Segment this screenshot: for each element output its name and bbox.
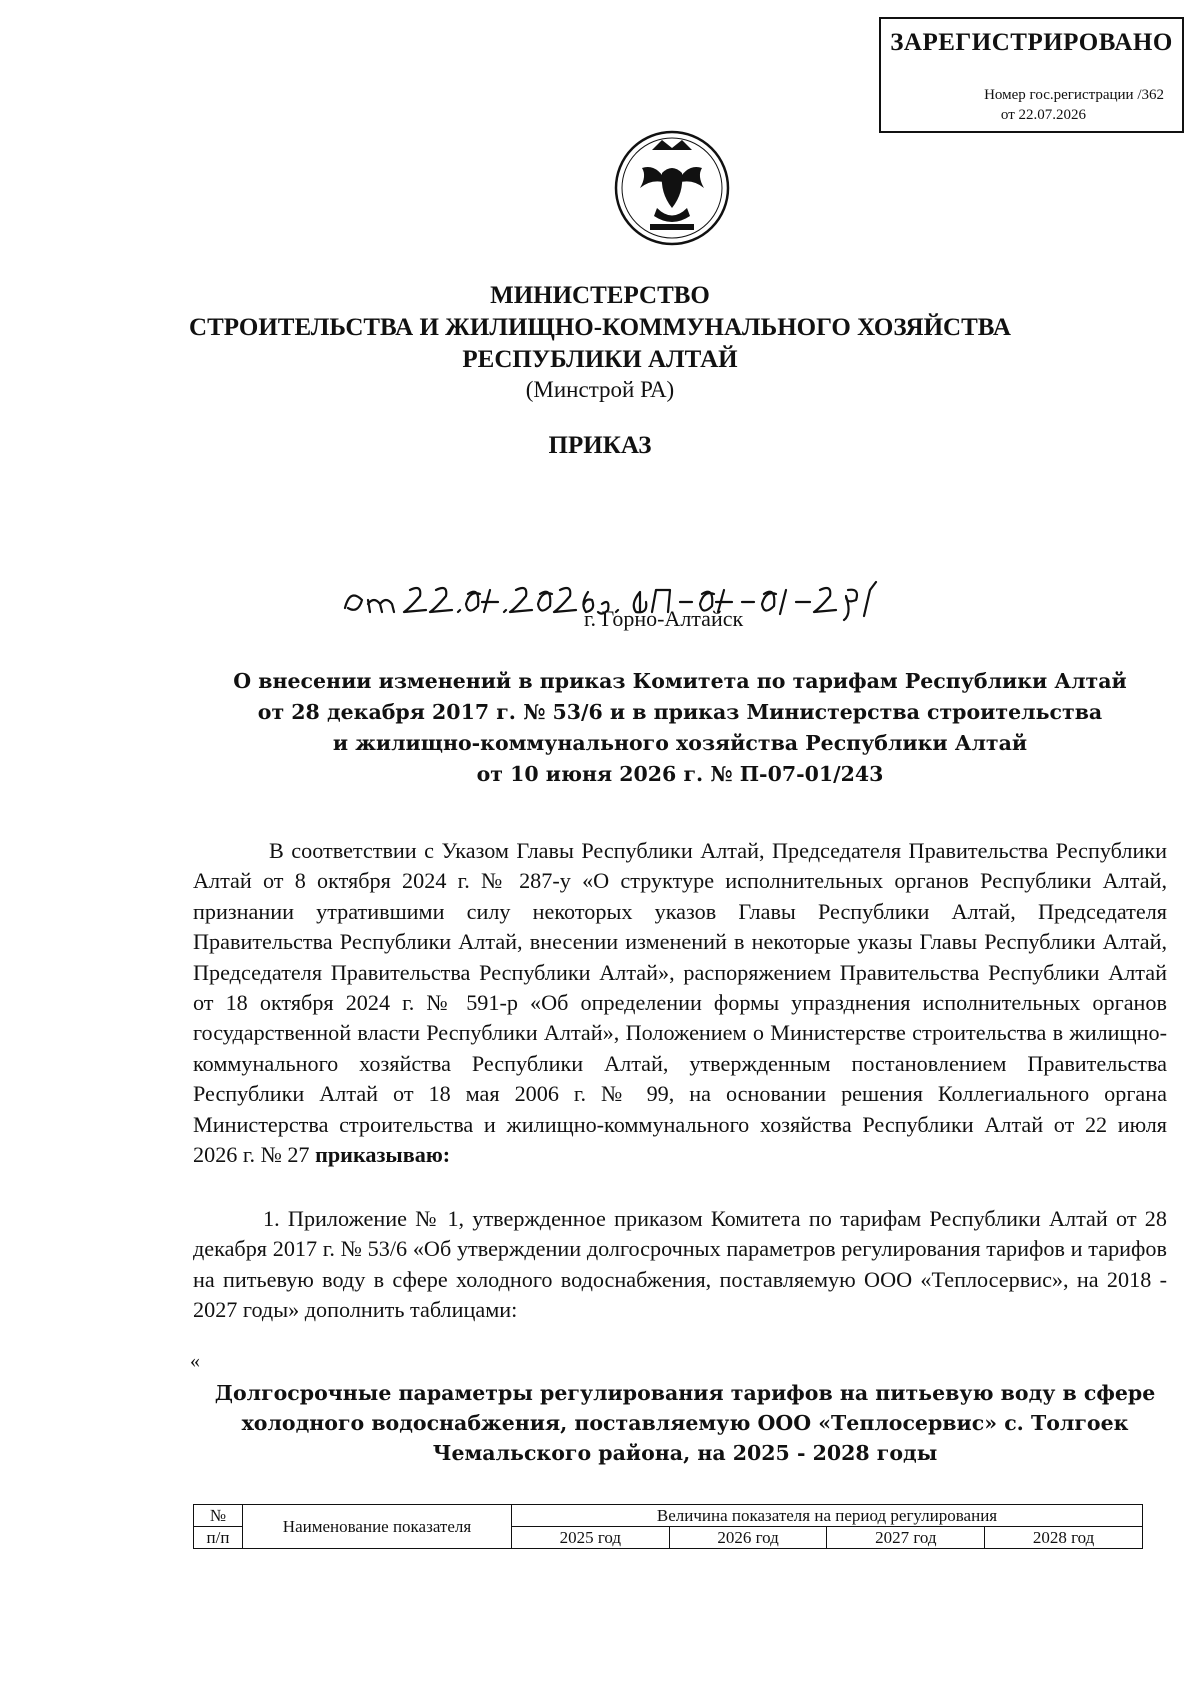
header-number-cell: № <box>194 1505 243 1527</box>
preamble-text: В соответствии с Указом Главы Республики Алтай, Председателя Правительства Республики Алтай от 8 октября 2024 г. № 287-у «О структуре исполнительных органов Республики Алтай, признании утратившими силу некоторых указов Главы Республики Алтай, Председателя Правительства Республики Алтай, внесении изменений в некоторые указы Главы Республики Алтай, Председателя Правительства Республики Алтай», распоряжением Правительства Республики Алтай от 18 октября 2024 г. № 591-р «Об определении формы упразднения исполнительных органов государственной власти Республики Алтай», Положением о Министерстве строительства в жилищно-коммунального хозяйства Республики Алтай, утвержденным постановлением Правительства Республики Алтай от 18 мая 2006 г. № 99, на основании решения Коллегиального органа Министерства строительства и жилищно-коммунального хозяйства Республики Алтай от 22 июля 2026 г. № 27 <box>193 838 1167 1168</box>
parameters-table <box>193 1504 1143 1549</box>
header-year-2028: 2028 год <box>985 1527 1143 1549</box>
ministry-line-2: СТРОИТЕЛЬСТВА И ЖИЛИЩНО-КОММУНАЛЬНОГО ХОЗЯЙСТВА <box>189 314 1011 341</box>
ministry-line-3: РЕСПУБЛИКИ АЛТАЙ <box>462 346 738 373</box>
ministry-short-name: (Минстрой РА) <box>525 377 675 402</box>
order-subject <box>180 666 1180 790</box>
header-indicator-name: Наименование показателя <box>243 1505 512 1549</box>
table-header-row-1 <box>194 1505 1143 1527</box>
preamble-directive: приказываю: <box>315 1142 451 1168</box>
table-title-line-3: Чемальского района, на 2025 - 2028 годы <box>432 1441 938 1465</box>
subject-line-3: и жилищно-коммунального хозяйства Республики Алтай <box>332 731 1028 755</box>
table-title <box>180 1378 1190 1468</box>
header-period-value: Величина показателя на период регулирования <box>512 1505 1143 1527</box>
city-name: г. Горно-Алтайск <box>584 606 744 631</box>
ministry-name <box>0 280 1200 376</box>
header-year-2026: 2026 год <box>669 1527 827 1549</box>
open-quote: « <box>190 1350 200 1372</box>
stamp-title: ЗАРЕГИСТРИРОВАНО <box>890 29 1173 56</box>
header-number-cell-2: п/п <box>194 1527 243 1549</box>
stamp-reg-number: Номер гос.регистрации /362 <box>984 87 1164 103</box>
stamp-reg-date: от 22.07.2026 <box>1000 107 1086 123</box>
preamble-paragraph <box>193 836 1167 1170</box>
header-year-2027: 2027 год <box>827 1527 985 1549</box>
table-title-line-1: Долгосрочные параметры регулирования тарифов на питьевую воду в сфере <box>214 1381 1156 1405</box>
item-1-paragraph: 1. Приложение № 1, утвержденное приказом Комитета по тарифам Республики Алтай от 28 декабря 2017 г. № 53/6 «Об утверждении долгосрочных параметров регулирования тарифов и тарифов на питьевую воду в сфере холодного водоснабжения, поставляемую ООО «Теплосервис», на 2018 - 2027 годы» дополнить таблицами: <box>193 1206 1167 1323</box>
registration-stamp <box>879 17 1184 133</box>
coat-of-arms-emblem <box>612 128 732 248</box>
subject-line-2: от 28 декабря 2017 г. № 53/6 и в приказ Министерства строительства <box>257 700 1103 724</box>
document-type: ПРИКАЗ <box>548 432 652 459</box>
ministry-line-1: МИНИСТЕРСТВО <box>490 282 710 309</box>
subject-line-1: О внесении изменений в приказ Комитета по тарифам Республики Алтай <box>233 669 1127 693</box>
table-title-line-2: холодного водоснабжения, поставляемую ООО «Теплосервис» с. Толгоек <box>241 1411 1129 1435</box>
header-year-2025: 2025 год <box>512 1527 670 1549</box>
subject-line-4: от 10 июня 2026 г. № П-07-01/243 <box>476 762 884 786</box>
